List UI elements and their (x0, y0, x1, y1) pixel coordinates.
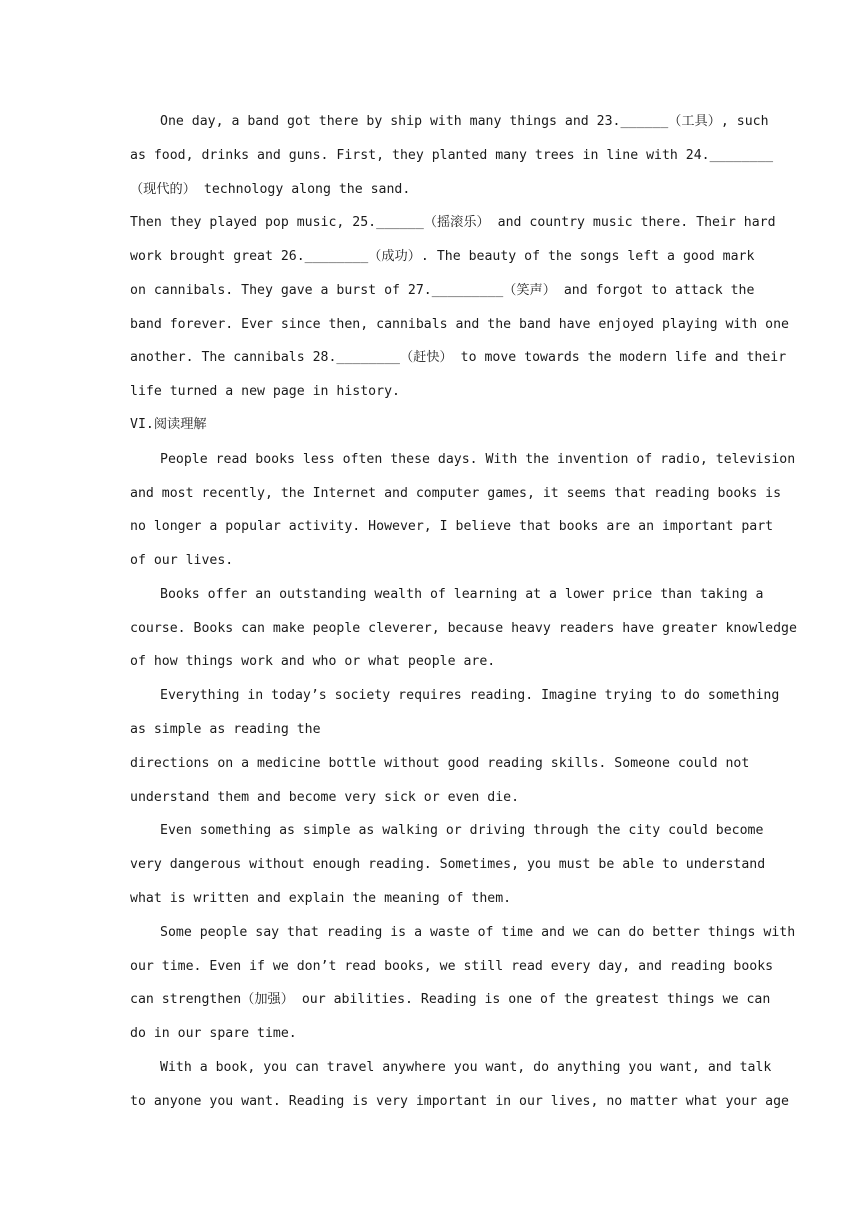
reading-line-11: understand them and become very sick or even die. (130, 790, 520, 805)
reading-line-18: do in our spare time. (130, 1026, 297, 1041)
reading-line-1: People read books less often these days. With the invention of radio, television (160, 452, 796, 467)
reading-line-5: Books offer an outstanding wealth of learning at a lower price than taking a (160, 587, 764, 602)
reading-line-17: can strengthen（加强） our abilities. Reading is one of the greatest things we can (130, 992, 771, 1007)
cloze-line-2: as food, drinks and guns. First, they planted many trees in line with 24.________ (130, 148, 774, 163)
reading-line-16: our time. Even if we don’t read books, we still read every day, and reading books (130, 959, 774, 974)
cloze-line-6: on cannibals. They gave a burst of 27._________（笑声） and forgot to attack the (130, 283, 755, 298)
cloze-line-8: another. The cannibals 28.________（赶快） to move towards the modern life and their (130, 350, 787, 365)
reading-line-4: of our lives. (130, 553, 234, 568)
cloze-line-3: （现代的） technology along the sand. (130, 182, 411, 197)
reading-line-14: what is written and explain the meaning of them. (130, 891, 512, 906)
reading-line-20: to anyone you want. Reading is very important in our lives, no matter what your age (130, 1094, 789, 1109)
reading-line-2: and most recently, the Internet and computer games, it seems that reading books is (130, 486, 782, 501)
reading-line-10: directions on a medicine bottle without good reading skills. Someone could not (130, 756, 750, 771)
reading-line-19: With a book, you can travel anywhere you want, do anything you want, and talk (160, 1060, 772, 1075)
reading-line-8: Everything in today’s society requires reading. Imagine trying to do something (160, 688, 780, 703)
cloze-line-7: band forever. Ever since then, cannibals and the band have enjoyed playing with one (130, 317, 789, 332)
reading-line-9: as simple as reading the (130, 722, 321, 737)
cloze-line-1: One day, a band got there by ship with many things and 23.______（工具）, such (160, 114, 769, 129)
reading-line-3: no longer a popular activity. However, I believe that books are an important part (130, 519, 774, 534)
cloze-line-4: Then they played pop music, 25.______（摇滚乐） and country music there. Their hard (130, 215, 776, 230)
cloze-line-9: life turned a new page in history. (130, 384, 400, 399)
reading-line-13: very dangerous without enough reading. Sometimes, you must be able to understand (130, 857, 766, 872)
reading-line-12: Even something as simple as walking or driving through the city could become (160, 823, 764, 838)
cloze-line-5: work brought great 26.________（成功）. The beauty of the songs left a good mark (130, 249, 755, 264)
reading-line-15: Some people say that reading is a waste of time and we can do better things with (160, 925, 796, 940)
section-heading: VI.阅读理解 (130, 417, 207, 432)
reading-line-6: course. Books can make people cleverer, because heavy readers have greater knowledge (130, 621, 797, 636)
reading-line-7: of how things work and who or what people are. (130, 654, 496, 669)
